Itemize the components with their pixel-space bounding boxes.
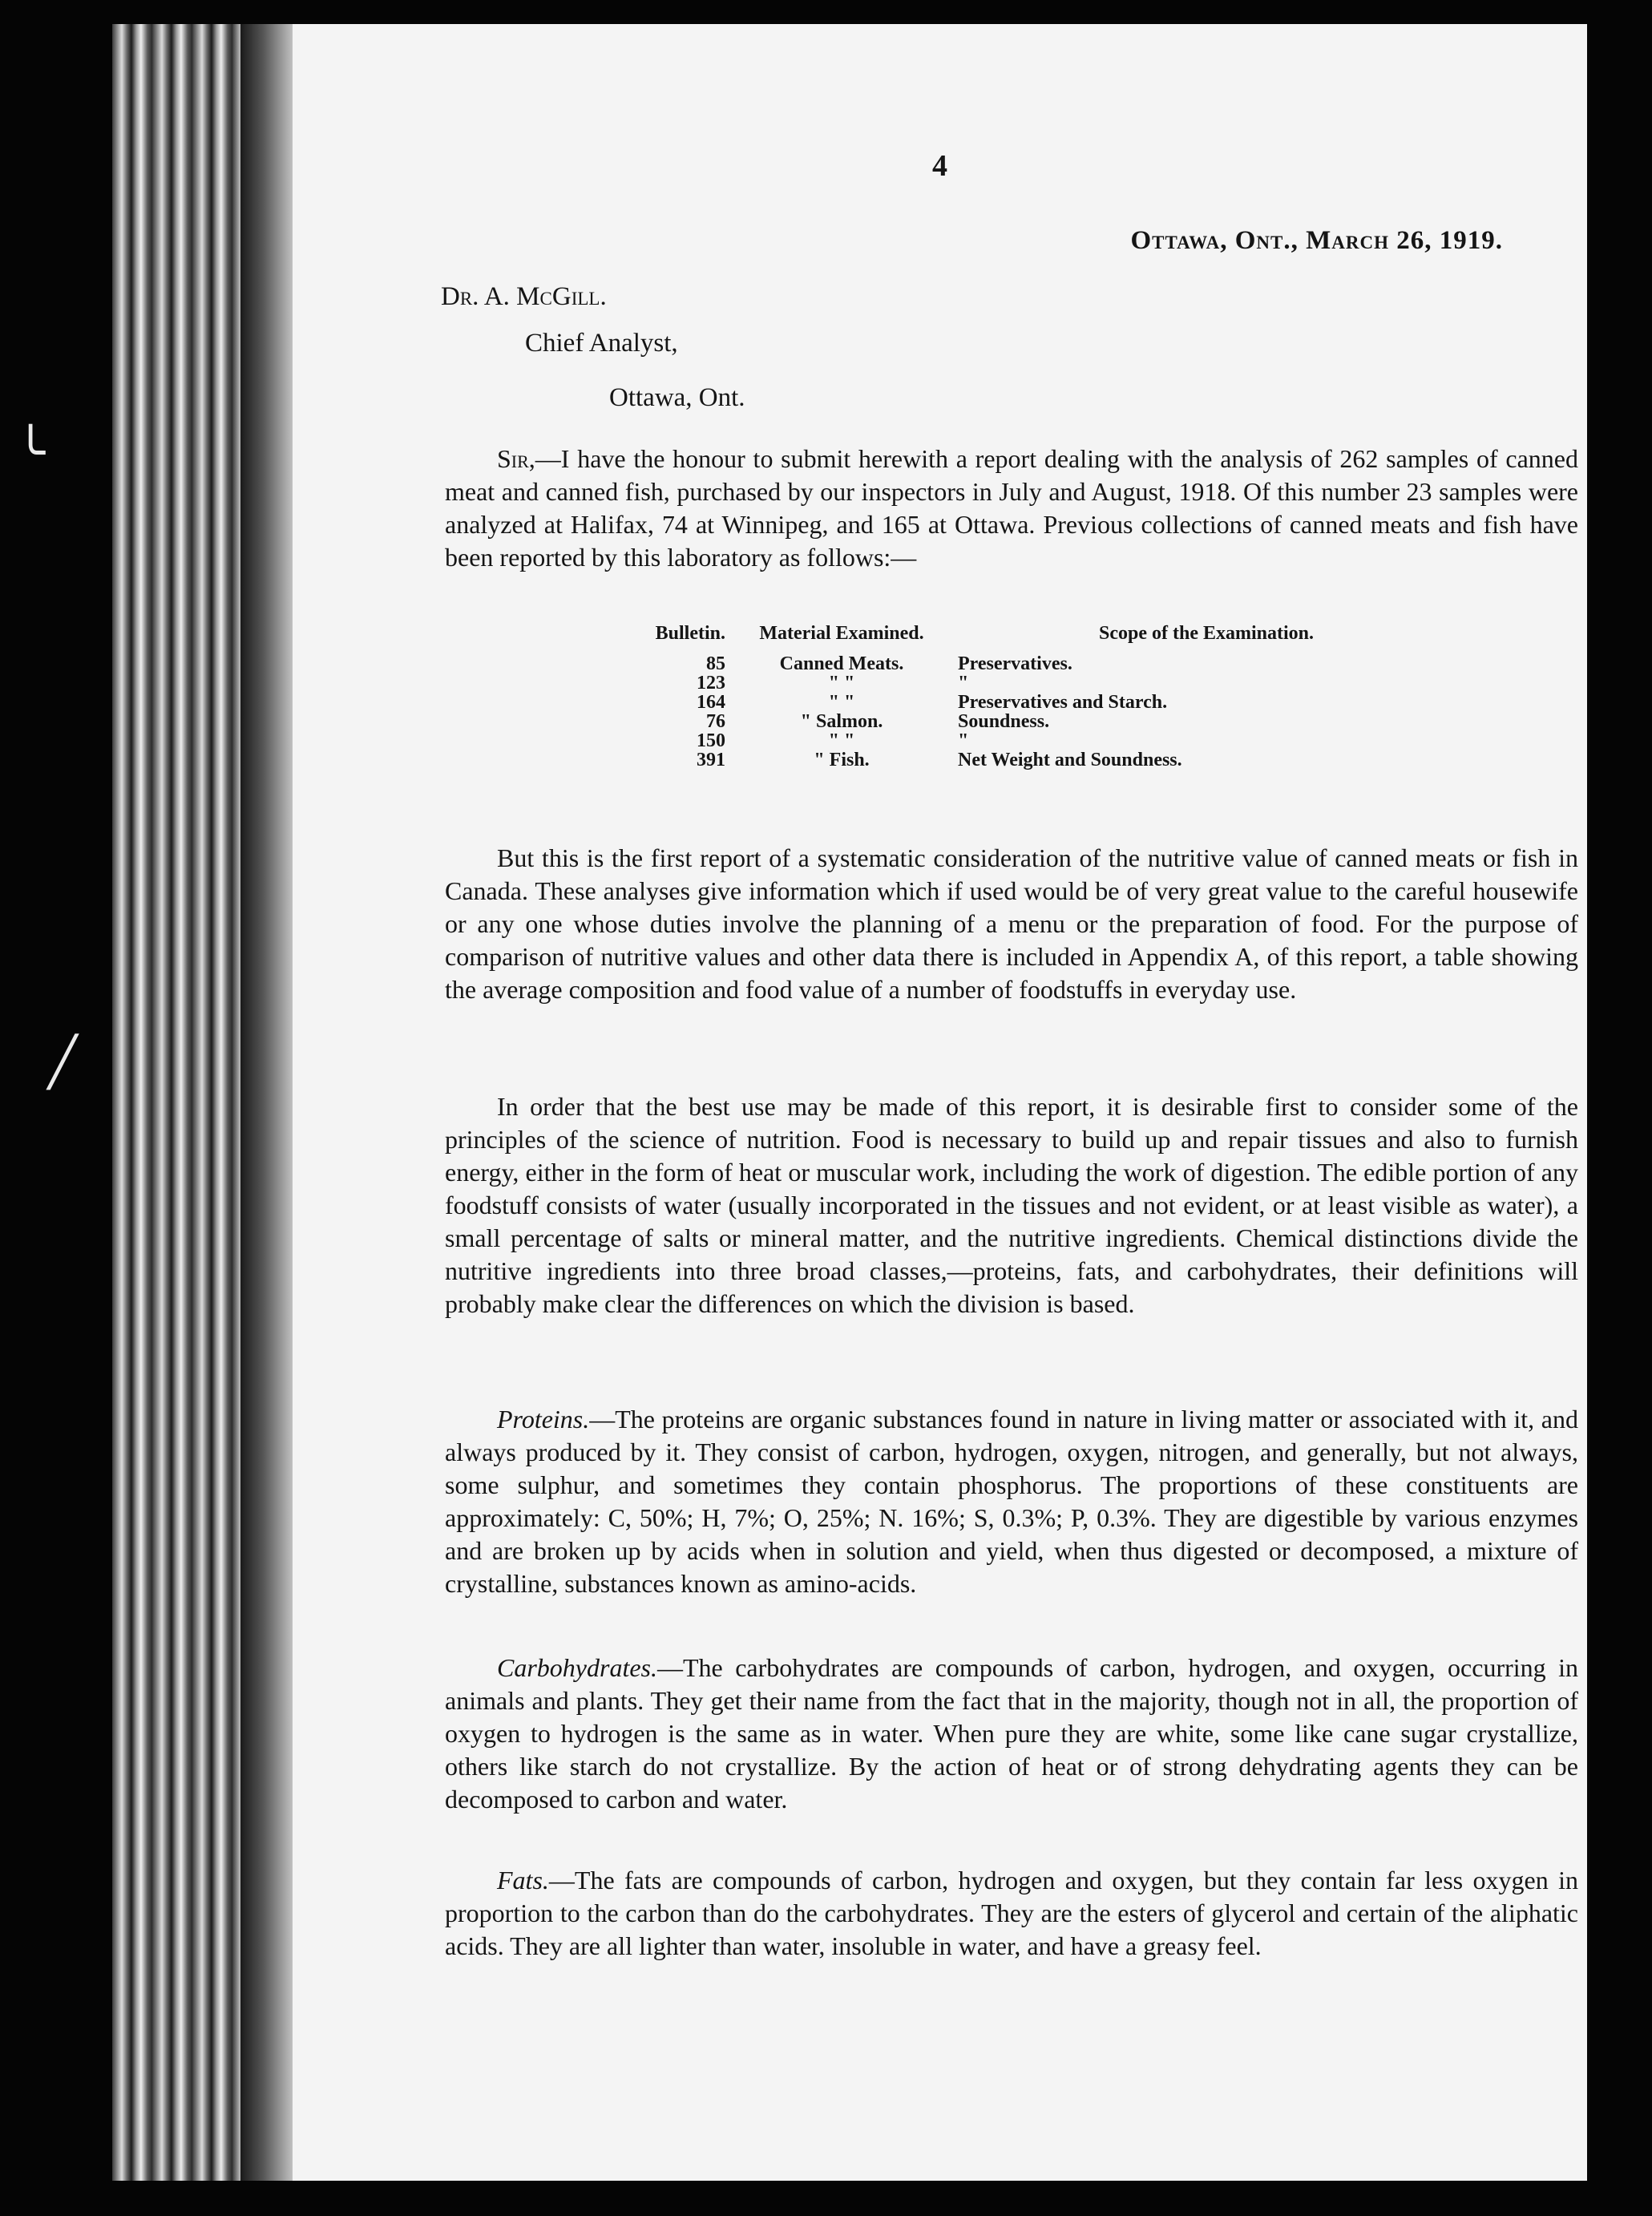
body-paragraph: But this is the first report of a systematic consideration of the nutritive value of canned meats or fish in Canada. These analyses give information which if used would be of very great value to the careful housewife or any one whose duties involve the planning of a menu or the preparation of food. For the purpose of comparison of nutritive values and other data there is included in Appendix A, of this report, a table showing the average composition and food value of a number of foodstuffs in everyday use.	[445, 843, 1578, 1004]
table-cell: Preservatives.	[958, 653, 1072, 674]
table-cell: Net Weight and Soundness.	[958, 750, 1182, 770]
page-number: 4	[932, 149, 947, 183]
table-cell: " "	[828, 730, 855, 751]
section-text: —The carbohydrates are compounds of carbon, hydrogen, and oxygen, occurring in animals and plants. They get their name from the fact that in the majority, though not in all, the proportion of oxygen to hydrogen is the same as in water. When pure they are white, some like cane sugar crystallize, others like starch do not crystallize. By the action of heat or of strong dehydrating agents they can be decomposed to carbon and water.	[445, 1653, 1578, 1814]
table-row	[629, 673, 1463, 693]
bulletin-table	[629, 624, 1463, 770]
section-text: —The fats are compounds of carbon, hydrogen and oxygen, but they contain far less oxygen in proportion to the carbon than do the carbohydrates. They are the esters of glycerol and certain of the aliphatic acids. They are all lighter than water, insoluble in water, and have a greasy feel.	[445, 1866, 1578, 1960]
table-cell: 150	[697, 730, 725, 751]
dateline	[1131, 226, 1504, 256]
body-paragraph: In order that the best use may be made of this report, it is desirable first to consider some of the principles of the science of nutrition. Food is necessary to build up and repair tissues and also to furnish energy, either in the form of heat or muscular work, including the work of digestion. The edible portion of any foodstuff consists of water (usually incorporated in the tissues and not evident, or at least visible as water), a small percentage of salts or mineral matter, and the nutritive ingredients. Chemical distinctions divide the nutritive ingredients into three broad classes,—proteins, fats, and carbohydrates, their definitions will probably make clear the differences on which the division is based.	[445, 1092, 1578, 1318]
section-text: —The proteins are organic substances found in nature in living matter or associated with it, and always produced by it. They consist of carbon, hydrogen, oxygen, nitrogen, and generally, but not always, some sulphur, and sometimes they contain phosphorus. The proportions of these constituents are approximately: C, 50%; H, 7%; O, 25%; N. 16%; S, 0.3%; P, 0.3%. They are digestible by various enzymes and are broken up by acids when in solution and yield, when thus digested or decomposed, a mixture of crystalline, substances known as amino-acids.	[445, 1405, 1578, 1598]
table-header: Bulletin.	[655, 623, 725, 644]
table-cell: Canned Meats.	[779, 653, 904, 674]
document-page	[293, 24, 1587, 2181]
table-cell: "	[958, 730, 969, 751]
binding-shadow	[240, 24, 297, 2181]
table-cell: 391	[697, 750, 725, 770]
table-cell: 85	[706, 653, 725, 674]
table-cell: " "	[828, 692, 855, 713]
table-row	[629, 654, 1463, 673]
table-header: Material Examined.	[759, 623, 924, 644]
table-cell: " Salmon.	[800, 711, 883, 732]
carbohydrates-paragraph	[445, 1652, 1578, 1816]
table-header: Scope of the Examination.	[1098, 623, 1314, 644]
addressee-name: Dr. A. McGill.	[441, 282, 607, 311]
table-cell: Preservatives and Starch.	[958, 692, 1168, 713]
table-cell: " "	[828, 673, 855, 694]
table-row	[629, 731, 1463, 750]
table-cell: 123	[697, 673, 725, 694]
dateline-text: Ottawa, Ont., March 26, 1919.	[1130, 226, 1503, 255]
table-row	[629, 693, 1463, 712]
table-cell: 164	[697, 692, 725, 713]
section-lead: Fats.	[497, 1866, 549, 1895]
table-row	[629, 712, 1463, 731]
proteins-paragraph	[445, 1403, 1578, 1600]
intro-text: —I have the honour to submit herewith a report dealing with the analysis of 262 samples of canned meat and canned fish, purchased by our inspectors in July and August, 1918. Of this number 23 samples were analyzed at Halifax, 74 at Winnipeg, and 165 at Ottawa. Previous collections of canned meats and fish have been reported by this laboratory as follows:—	[445, 444, 1578, 572]
addressee-city: Ottawa, Ont.	[609, 383, 745, 412]
margin-mark: ╰	[16, 427, 46, 479]
table-row	[629, 750, 1463, 770]
section-lead: Carbohydrates.	[497, 1653, 657, 1682]
margin-mark: ╱	[48, 1036, 78, 1089]
fats-paragraph	[445, 1864, 1578, 1963]
table-header-row	[629, 624, 1463, 654]
addressee-title: Chief Analyst,	[525, 329, 678, 358]
salutation: Sir,	[497, 444, 535, 473]
table-cell: " Fish.	[814, 750, 870, 770]
table-cell: 76	[706, 711, 725, 732]
intro-paragraph	[445, 443, 1578, 574]
section-lead: Proteins.	[497, 1405, 590, 1434]
table-cell: "	[958, 673, 969, 694]
table-cell: Soundness.	[958, 711, 1050, 732]
